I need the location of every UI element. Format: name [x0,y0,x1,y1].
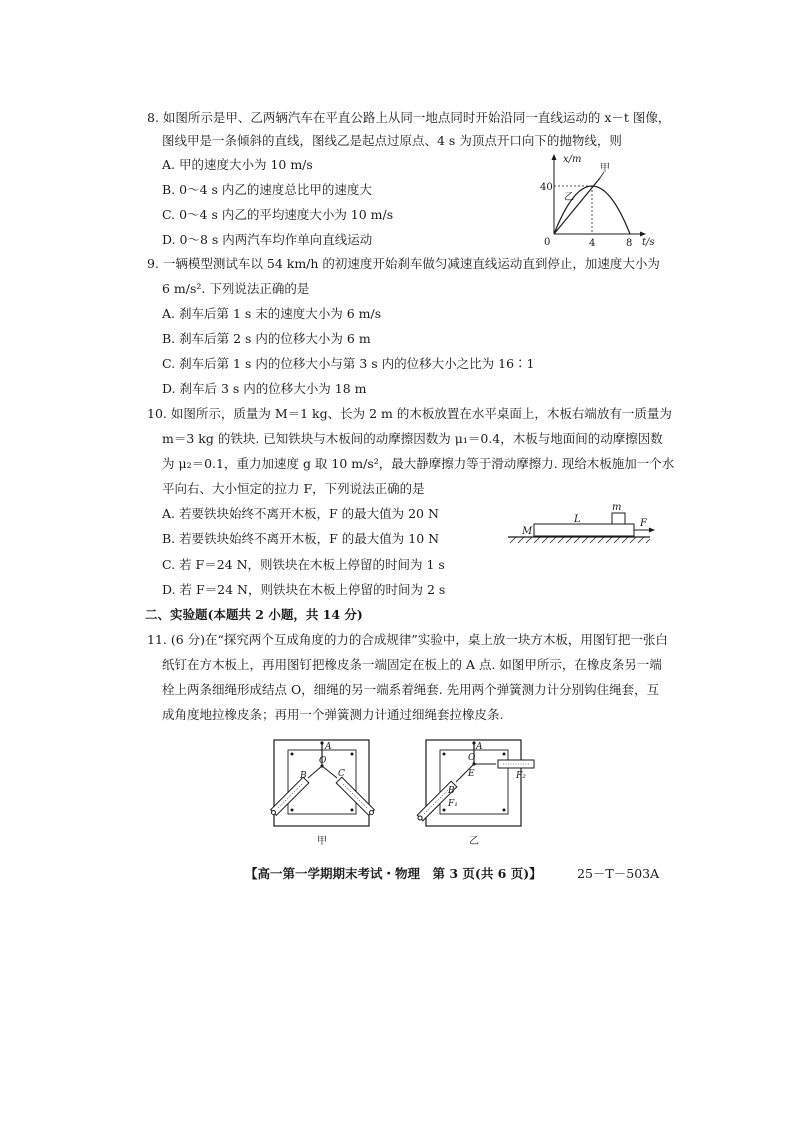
q9-option-a: A. 刹车后第 1 s 末的速度大小为 6 m/s [162,306,382,321]
x-axis-arrow [640,232,646,237]
force-arrow-head [649,528,655,533]
footer-code: 25－T－503A [577,866,660,881]
label-A: A [325,742,332,752]
label-L: L [574,514,581,525]
y-axis-arrow [552,154,557,160]
caption-yi: 乙 [469,836,479,847]
label-O: O [319,756,327,766]
label-O: O [468,753,476,763]
q9-option-b: B. 刹车后第 2 s 内的位移大小为 6 m [162,331,371,346]
label-C: C [338,769,345,779]
q8-stem-line1: 8. 如图所示是甲、乙两辆汽车在平直公路上从同一地点同时开始沿同一直线运动的 x－t 图像， [147,110,671,125]
label-F2: F₂ [516,771,526,781]
footer-title: 【高一第一学期期末考试・物理 第 3 页(共 6 页)】 [245,866,542,881]
q10-option-d: D. 若 F＝24 N，则铁块在木板上停留的时间为 2 s [162,582,446,597]
label-B: B [448,786,455,796]
q10-option-a: A. 若要铁块始终不离开木板，F 的最大值为 20 N [162,506,439,521]
q8-option-c: C. 0～4 s 内乙的平均速度大小为 10 m/s [162,207,394,222]
q8-xt-graph [538,152,658,248]
q10-board-figure [508,500,658,548]
q9-stem-line1: 9. 一辆模型测试车以 54 km/h 的初速度开始刹车做匀减速直线运动直到停止，加速度大小为 [147,256,660,271]
q10-option-b: B. 若要铁块始终不离开木板，F 的最大值为 10 N [162,531,440,546]
q11-figure-jia [270,736,375,846]
label-E: E [468,769,475,779]
section2-heading: 二、实验题(本题共 2 小题，共 14 分) [145,607,363,622]
q9-option-d: D. 刹车后 3 s 内的位移大小为 18 m [162,381,367,396]
q8-option-d: D. 0～8 s 内两汽车均作单向直线运动 [162,232,373,247]
y-tick-40: 40 [540,182,553,193]
x-axis-label: t/s [642,237,655,248]
q11-stem-line1: 11. (6 分)在“探究两个互成角度的力的合成规律”实验中，桌上放一块方木板，用图钉把一张白 [147,632,668,647]
label-m: m [612,502,622,513]
iron-block [612,513,625,524]
q10-stem-line1: 10. 如图所示，质量为 M＝1 kg、长为 2 m 的木板放置在水平桌面上，木板右端放有一质量为 [147,406,672,421]
y-axis-label: x/m [563,154,582,165]
q11-stem-line4: 成角度地拉橡皮条；再用一个弹簧测力计通过细绳套拉橡皮条. [162,707,504,722]
label-F1: F₁ [448,799,458,809]
label-M: M [522,526,533,537]
q10-stem-line3: 为 μ₂＝0.1，重力加速度 g 取 10 m/s²，最大静摩擦力等于滑动摩擦力. 现给木板施加一个水 [162,456,675,471]
caption-jia: 甲 [317,836,327,847]
label-yi: 乙 [564,192,574,203]
q8-option-a: A. 甲的速度大小为 10 m/s [162,157,313,172]
q11-stem-line3: 栓上两条细绳形成结点 O，细绳的另一端系着绳套. 先用两个弹簧测力计分别钩住绳套，互 [162,682,660,697]
label-F: F [640,518,647,529]
q9-option-c: C. 刹车后第 1 s 内的位移大小与第 3 s 内的位移大小之比为 16∶1 [162,356,535,371]
q10-stem-line2: m＝3 kg 的铁块. 已知铁块与木板间的动摩擦因数为 μ₁＝0.4，木板与地面间的动摩擦因数 [162,431,663,446]
label-B: B [300,771,307,781]
q11-stem-line2: 纸钉在方木板上，再用图钉把橡皮条一端固定在板上的 A 点. 如图甲所示，在橡皮条另一端 [162,657,662,672]
ground-hatching [510,537,650,543]
spring-scale-right [498,760,534,768]
q11-figure-yi [408,736,538,846]
label-A: A [476,742,483,752]
q8-option-b: B. 0～4 s 内乙的速度总比甲的速度大 [162,182,372,197]
point-A [320,741,323,744]
q8-stem-line2: 图线甲是一条倾斜的直线，图线乙是起点过原点、4 s 为顶点开口向下的抛物线，则 [162,133,622,148]
q10-stem-line4: 平向右、大小恒定的拉力 F，下列说法正确的是 [162,481,425,496]
x-tick-8: 8 [626,238,633,249]
q10-option-c: C. 若 F＝24 N，则铁块在木板上停留的时间为 1 s [162,557,445,572]
label-jia: 甲 [600,163,610,174]
origin-label: 0 [544,237,551,248]
wooden-board [534,524,634,536]
q9-stem-line2: 6 m/s². 下列说法正确的是 [162,281,310,296]
x-tick-4: 4 [589,238,596,249]
